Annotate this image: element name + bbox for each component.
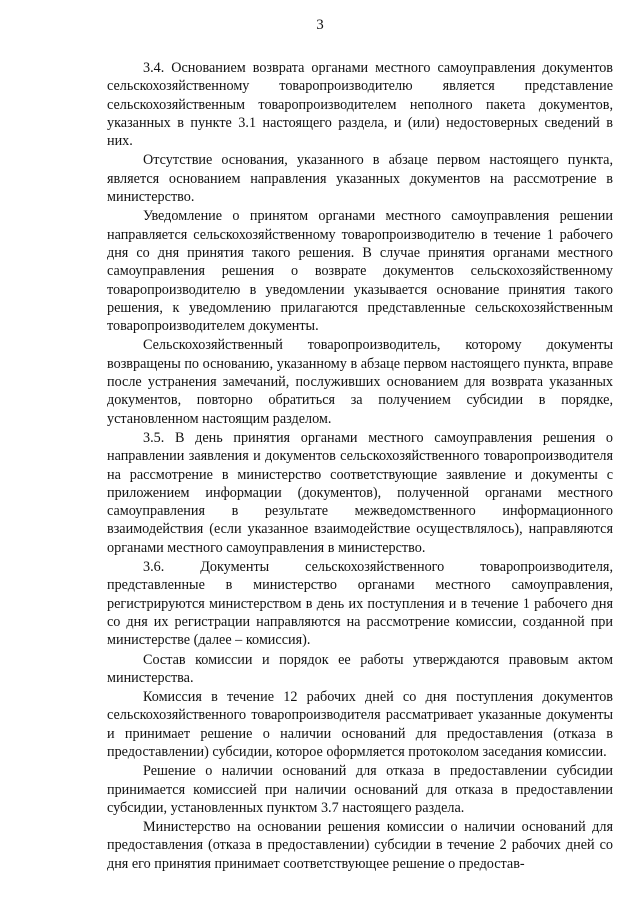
paragraph-resubmission: Сельскохозяйственный товаропроизводитель, которому документы возвращены по основанию, указанному в абзаце первом настоящего пункта, вправе после устранения замечаний, послуживших основанием для возврата указанных документов, повторно обратиться за получением субсидии в порядке, установленном настоящим разделом. — [107, 337, 613, 427]
paragraph-3-4: 3.4. Основанием возврата органами местного самоуправления документов сельскохозяйственному товаропроизводителю является представление сельскохозяйственным товаропроизводителем неполного пакета документов, указанных в пункте 3.1 настоящего раздела, и (или) недостоверных сведений в них. — [107, 60, 613, 150]
paragraph-commission-review: Комиссия в течение 12 рабочих дней со дня поступления документов сельскохозяйственного товаропроизводителя рассматривает указанные документы и принимает решение о наличии оснований для предоставления (отказа в предоставлении) субсидии, которое оформляется протоколом заседания комиссии. — [107, 689, 613, 760]
paragraph-commission-composition: Состав комиссии и порядок ее работы утверждаются правовым актом министерства. — [107, 651, 613, 686]
paragraph-notification: Уведомление о принятом органами местного самоуправления решении направляется сельскохозяйственному товаропроизводителю в течение 1 рабочего дня со дня принятия такого решения. В случае принятия органами местного самоуправления решения о возврате документов сельскохозяйственному товаропроизводителю в уведомлении указывается основание принятия такого решения, к уведомлению прилагаются представленные сельскохозяйственным товаропроизводителем документы. — [107, 208, 613, 335]
page-number: 3 — [316, 17, 324, 33]
paragraph-absence-of-grounds: Отсутствие основания, указанного в абзаце первом настоящего пункта, является основанием направления указанных документов на рассмотрение в министерство. — [107, 152, 613, 206]
document-body — [107, 59, 613, 873]
paragraph-ministry-decision: Министерство на основании решения комиссии о наличии оснований для предоставления (отказа в предоставлении) субсидии в течение 2 рабочих дней со дня его принятия принимает соответствующее решение о предостав- — [107, 819, 613, 872]
paragraph-refusal-decision: Решение о наличии оснований для отказа в предоставлении субсидии принимается комиссией при наличии оснований для отказа в предоставлении субсидии, установленных пунктом 3.7 настоящего раздела. — [107, 763, 613, 816]
paragraph-3-5: 3.5. В день принятия органами местного самоуправления решения о направлении заявления и документов сельскохозяйственного товаропроизводителя на рассмотрение в министерство соответствующие заявление и документы с приложением информации (документов), полученной органами местного самоуправления в результате межведомственного информационного взаимодействия (если указанное взаимодействие осуществлялось), направляются органами местного самоуправления в министерство. — [107, 429, 613, 556]
paragraph-3-6: 3.6. Документы сельскохозяйственного товаропроизводителя, представленные в министерство органами местного самоуправления, регистрируются министерством в день их поступления и в течение 1 рабочего дня со дня их регистрации направляются на рассмотрение комиссии, созданной при министерстве (далее – комиссия). — [107, 559, 613, 649]
